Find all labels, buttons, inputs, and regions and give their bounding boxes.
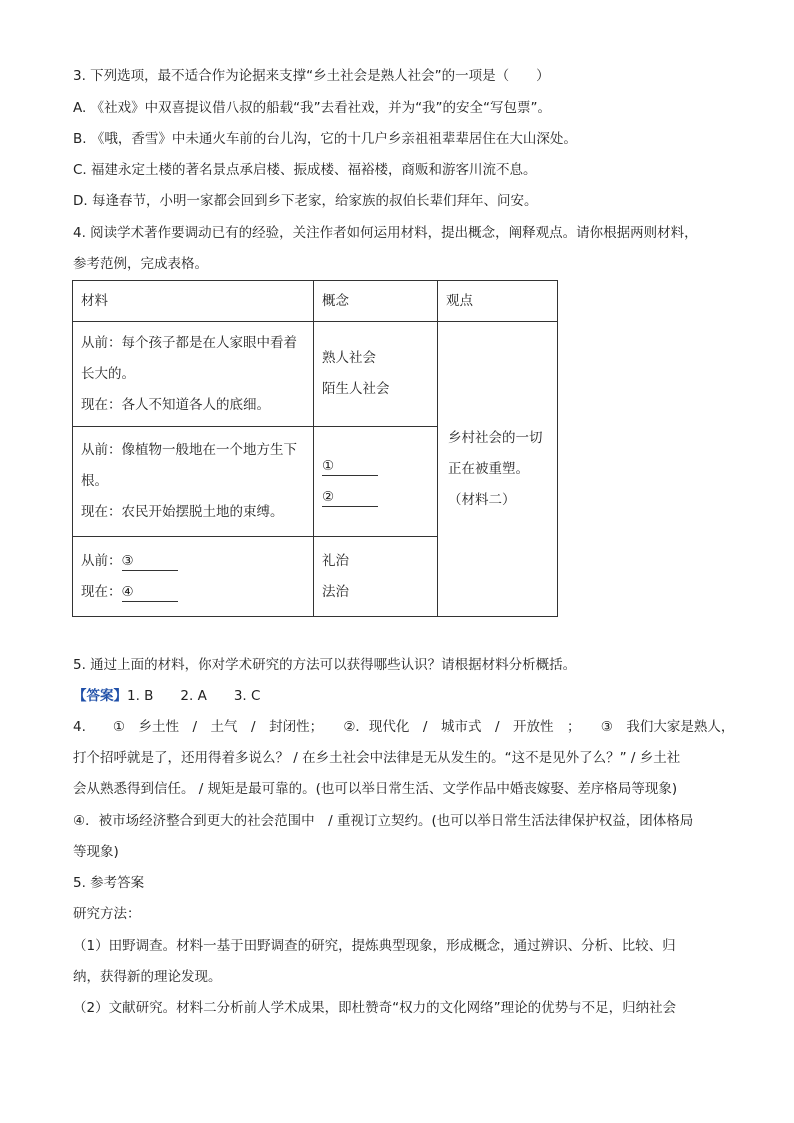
viewpoint-line1: 乡村社会的一切 [448, 429, 543, 446]
row3-prefix-before: 从前： [81, 552, 122, 569]
a5-line4: （2）文献研究。材料二分析前人学术成果，即杜赞奇“权力的文化网络”理论的优势与不足，归纳社会 [73, 1000, 677, 1016]
row3-concept [314, 537, 438, 617]
row2-material-line1: 从前：像植物一般地在一个地方生下 [81, 442, 297, 458]
answer-tag: 【答案】 [73, 688, 127, 704]
a5-line1: 研究方法： [73, 906, 141, 922]
row1-concept [314, 322, 438, 427]
q4-stem-line1: 4. 阅读学术著作要调动已有的经验，关注作者如何运用材料，提出概念，阐释观点。请你根据两则材料， [73, 225, 698, 241]
answer-mc: 1. B 2. A 3. C [127, 688, 261, 704]
row3-concept-2: 法治 [322, 583, 349, 600]
a5-line3: 纳，获得新的理论发现。 [73, 969, 222, 985]
q3-option-c: C. 福建永定土楼的著名景点承启楼、振成楼、福裕楼，商贩和游客川流不息。 [73, 162, 537, 178]
q3-option-b: B. 《哦，香雪》中未通火车前的台儿沟，它的十几户乡亲祖祖辈辈居住在大山深处。 [73, 131, 577, 147]
blank-1 [322, 451, 429, 482]
a5-title: 5. 参考答案 [73, 875, 145, 891]
a4-line4: ④．被市场经济整合到更大的社会范围中 / 重视订立契约。(也可以举日常生活法律保护权益，团体格局 [73, 813, 694, 829]
viewpoint-line2: 正在被重塑。 [448, 460, 529, 477]
row1-concept-2: 陌生人社会 [322, 381, 390, 397]
q4-table [72, 280, 558, 617]
header-concept: 概念 [314, 281, 438, 322]
header-material: 材料 [73, 281, 314, 322]
q3-option-a: A. 《社戏》中双喜提议借八叔的船载“我”去看社戏，并为“我”的安全“写包票”。 [73, 100, 552, 116]
answer-line [73, 686, 260, 706]
q3-stem: 3. 下列选项，最不适合作为论据来支撑“乡土社会是熟人社会”的一项是（ ） [73, 68, 550, 84]
row2-material-line3: 现在：农民开始摆脱土地的束缚。 [81, 504, 284, 520]
row3-prefix-now: 现在： [81, 583, 122, 600]
a4-line3: 会从熟悉得到信任。 / 规矩是最可靠的。(也可以举日常生活、文学作品中婚丧嫁娶、差序格局等现象) [73, 781, 678, 797]
blank-1-label: ① [322, 457, 378, 476]
viewpoint-line3: （材料二） [448, 491, 516, 508]
a4-line1: 4. ① 乡土性 / 土气 / 封闭性； ②．现代化 / 城市式 / 开放性 ； ③ 我们大家是熟人， [73, 719, 735, 735]
a4-line5: 等现象) [73, 844, 119, 860]
row2-material-line2: 根。 [81, 473, 108, 489]
row2-concept [314, 427, 438, 537]
viewpoint-cell [438, 322, 558, 617]
a4-line2: 打个招呼就是了，还用得着多说么？ / 在乡土社会中法律是无从发生的。“这不是见外了么？” / 乡土社 [73, 750, 681, 766]
row1-material-line2: 长大的。 [81, 365, 135, 382]
row1-concept-1: 熟人社会 [322, 350, 376, 366]
row3-material-line1 [81, 546, 305, 577]
row3-material-line2 [81, 577, 305, 608]
blank-3-label: ③ [122, 552, 178, 571]
blank-2-label: ② [322, 488, 378, 507]
row1-material [73, 322, 314, 427]
blank-4-label: ④ [122, 583, 178, 602]
blank-2 [322, 482, 429, 513]
row3-concept-1: 礼治 [322, 552, 349, 569]
a5-line2: （1）田野调查。材料一基于田野调查的研究，提炼典型现象，形成概念，通过辨识、分析、比较、归 [73, 938, 676, 954]
row2-material [73, 427, 314, 537]
header-viewpoint: 观点 [438, 281, 558, 322]
q4-stem-line2: 参考范例，完成表格。 [73, 256, 208, 272]
q5-stem: 5. 通过上面的材料，你对学术研究的方法可以获得哪些认识？请根据材料分析概括。 [73, 657, 577, 673]
q3-option-d: D. 每逢春节，小明一家都会回到乡下老家，给家族的叔伯长辈们拜年、问安。 [73, 193, 538, 209]
row1-material-line3: 现在：各人不知道各人的底细。 [81, 396, 270, 413]
row1-material-line1: 从前：每个孩子都是在人家眼中看着 [81, 334, 297, 351]
row3-material [73, 537, 314, 617]
